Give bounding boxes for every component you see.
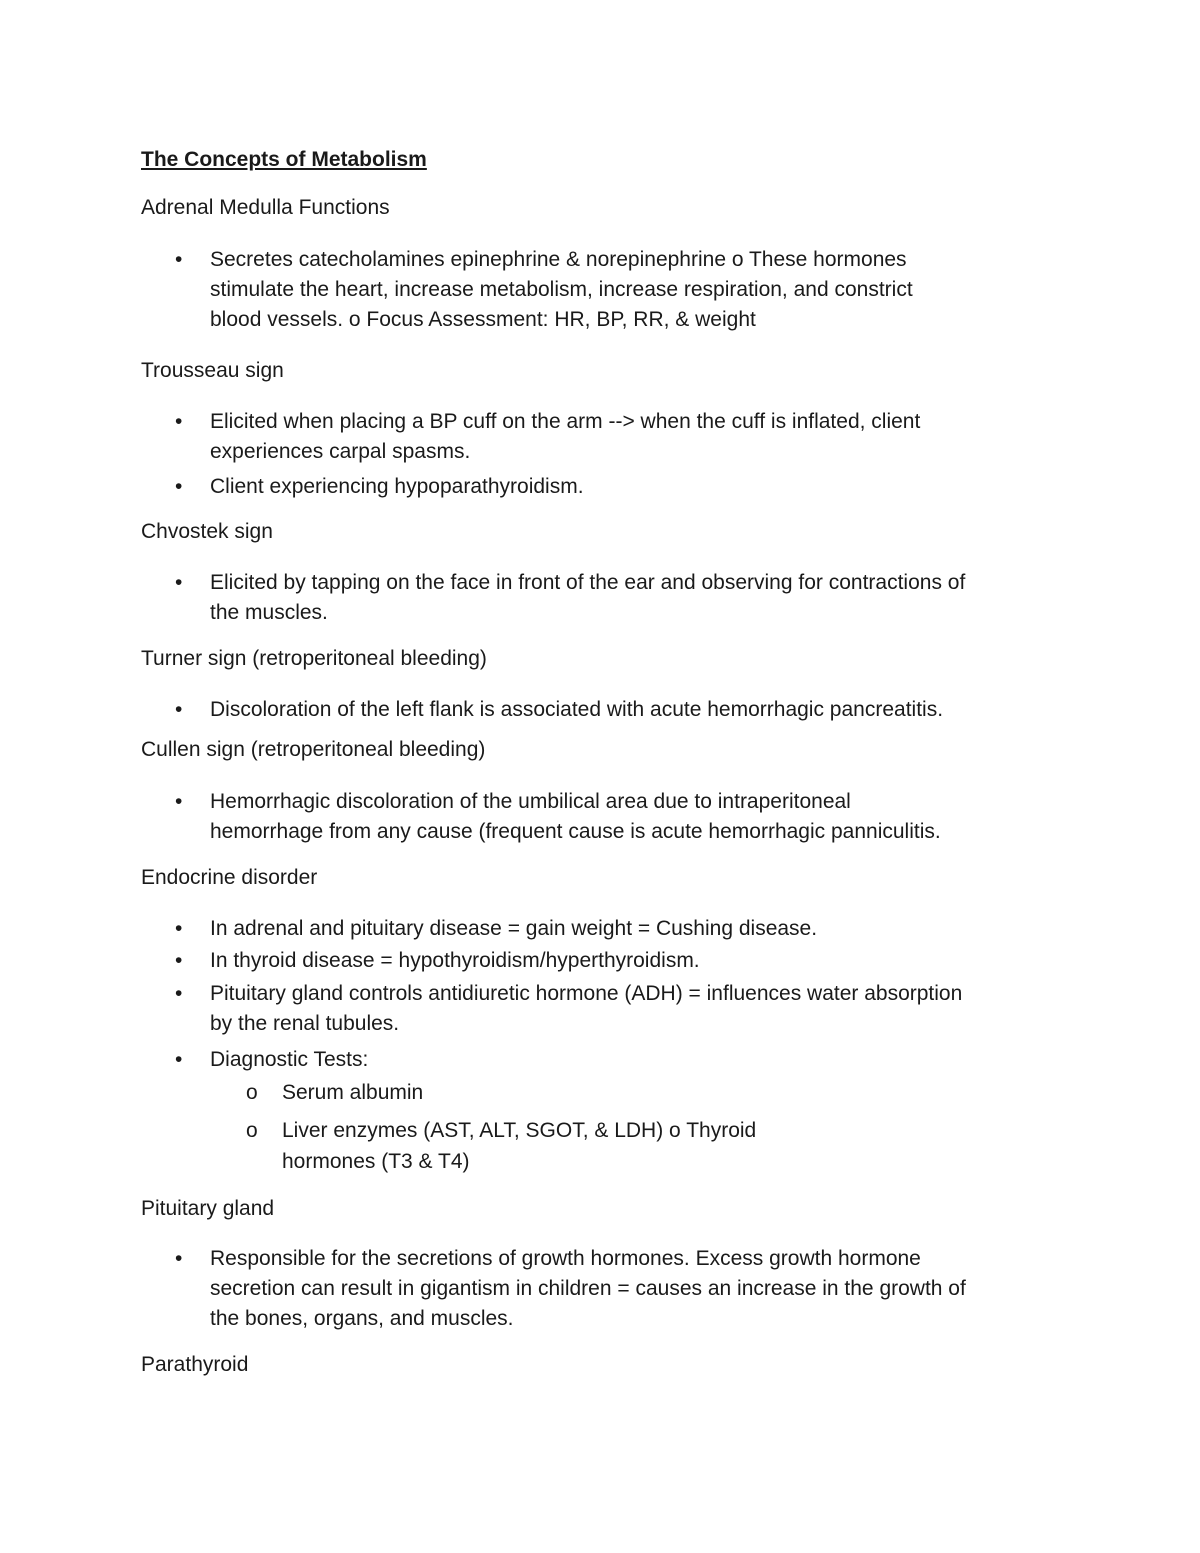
bullet-item: [175, 787, 1070, 847]
bullet-item: [175, 568, 1070, 628]
bullet-text-line: Client experiencing hypoparathyroidism.: [210, 475, 584, 498]
bullet-text-line: by the renal tubules.: [210, 1012, 400, 1035]
bullet-item: [175, 979, 1070, 1039]
sub-item-text-line: hormones (T3 & T4): [282, 1150, 470, 1173]
sub-list-item: [246, 1077, 862, 1108]
bullet-text-line: Pituitary gland controls antidiuretic hormone (ADH) = influences water absorption: [210, 982, 963, 1005]
bullet-item: [175, 695, 1070, 725]
bullet-text-line: hemorrhage from any cause (frequent cause is acute hemorrhagic panniculitis.: [210, 820, 941, 843]
bullet-item: [175, 1045, 1070, 1075]
bullet-text-line: Discoloration of the left flank is associated with acute hemorrhagic pancreatitis.: [210, 698, 944, 721]
bullet-icon: •: [175, 917, 183, 940]
bullet-text-line: the muscles.: [210, 601, 328, 624]
bullet-text-line: stimulate the heart, increase metabolism, increase respiration, and constrict: [210, 278, 913, 301]
bullet-item: [175, 245, 1070, 335]
sub-item-text-line: Serum albumin: [282, 1081, 424, 1104]
bullet-icon: •: [175, 410, 183, 433]
bullet-icon: •: [175, 248, 183, 271]
bullet-icon: •: [175, 475, 183, 498]
bullet-text-line: Elicited by tapping on the face in front of the ear and observing for contractions of: [210, 571, 966, 594]
section-heading: Chvostek sign: [141, 520, 273, 543]
bullet-item: [175, 472, 1070, 502]
bullet-item: [175, 407, 1070, 467]
circle-bullet-icon: o: [246, 1081, 258, 1104]
sub-item-text-line: Liver enzymes (AST, ALT, SGOT, & LDH) o Thyroid: [282, 1119, 757, 1142]
bullet-item: [175, 914, 1070, 944]
section-heading: Turner sign (retroperitoneal bleeding): [141, 647, 487, 670]
bullet-item: [175, 946, 1070, 976]
circle-bullet-icon: o: [246, 1119, 258, 1142]
bullet-text-line: In thyroid disease = hypothyroidism/hyperthyroidism.: [210, 949, 700, 972]
bullet-text-line: Secretes catecholamines epinephrine & norepinephrine o These hormones: [210, 248, 907, 271]
document-title: The Concepts of Metabolism: [141, 148, 427, 171]
section-heading: Parathyroid: [141, 1353, 249, 1376]
bullet-text-line: blood vessels. o Focus Assessment: HR, BP, RR, & weight: [210, 308, 756, 331]
bullet-text-line: experiences carpal spasms.: [210, 440, 471, 463]
section-heading: Cullen sign (retroperitoneal bleeding): [141, 738, 486, 761]
bullet-icon: •: [175, 571, 183, 594]
bullet-icon: •: [175, 698, 183, 721]
section-heading: Adrenal Medulla Functions: [141, 196, 390, 219]
bullet-text-line: Elicited when placing a BP cuff on the arm --> when the cuff is inflated, client: [210, 410, 921, 433]
section-heading: Endocrine disorder: [141, 866, 318, 889]
bullet-icon: •: [175, 949, 183, 972]
bullet-text-line: secretion can result in gigantism in children = causes an increase in the growth of: [210, 1277, 966, 1300]
section-heading: Pituitary gland: [141, 1197, 275, 1220]
bullet-text-line: Hemorrhagic discoloration of the umbilical area due to intraperitoneal: [210, 790, 851, 813]
bullet-text-line: Responsible for the secretions of growth hormones. Excess growth hormone: [210, 1247, 921, 1270]
bullet-text-line: the bones, organs, and muscles.: [210, 1307, 514, 1330]
bullet-icon: •: [175, 1048, 183, 1071]
section-heading: Trousseau sign: [141, 359, 284, 382]
bullet-item: [175, 1244, 1070, 1334]
bullet-text-line: Diagnostic Tests:: [210, 1048, 369, 1071]
bullet-icon: •: [175, 982, 183, 1005]
bullet-text-line: In adrenal and pituitary disease = gain weight = Cushing disease.: [210, 917, 818, 940]
bullet-icon: •: [175, 790, 183, 813]
bullet-icon: •: [175, 1247, 183, 1270]
sub-list-item: [246, 1115, 862, 1177]
